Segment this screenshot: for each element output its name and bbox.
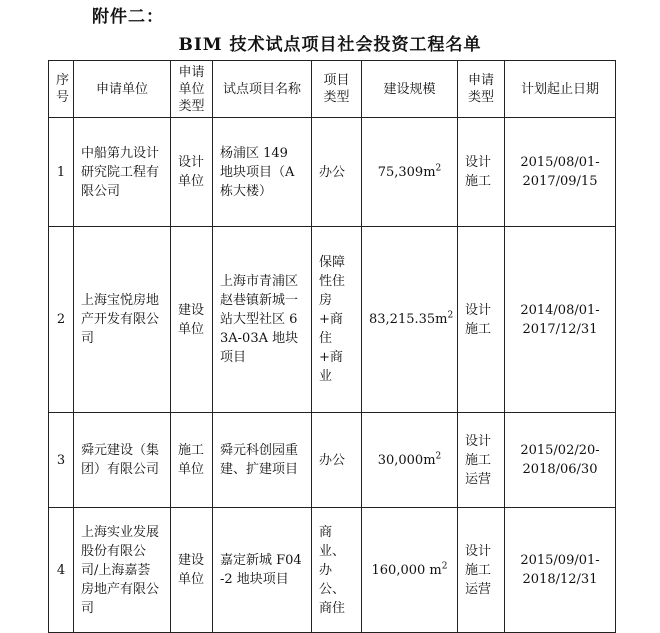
row-no: 1 <box>49 118 74 227</box>
row-apply-type: 设计施工 <box>458 227 505 413</box>
scale-value: 30,000m <box>377 452 436 468</box>
row-applicant-type: 施工单位 <box>171 413 213 508</box>
header-no: 序号 <box>49 61 74 118</box>
row-no: 4 <box>49 508 74 633</box>
row-scale <box>362 508 458 633</box>
row-project-type: 办公 <box>312 118 362 227</box>
row-applicant: 上海实业发展股份有限公司/上海嘉荟房地产有限公司 <box>74 508 171 633</box>
row-period: 2014/08/01-2017/12/31 <box>505 227 616 413</box>
scale-unit-sup: 2 <box>441 561 448 572</box>
row-project-type: 保障性住房+商住+商业 <box>312 227 362 413</box>
header-project-type: 项目类型 <box>312 61 362 118</box>
table-row <box>49 413 616 508</box>
row-no: 2 <box>49 227 74 413</box>
row-scale <box>362 118 458 227</box>
row-period: 2015/02/20-2018/06/30 <box>505 413 616 508</box>
scale-value: 160,000 m <box>371 562 442 578</box>
attachment-label: 附件二： <box>92 7 164 27</box>
scale-value: 75,309m <box>377 164 436 180</box>
row-applicant: 中船第九设计研究院工程有限公司 <box>74 118 171 227</box>
row-project-type: 商业、办公、商住 <box>312 508 362 633</box>
row-applicant: 上海宝悦房地产开发有限公司 <box>74 227 171 413</box>
header-scale: 建设规模 <box>362 61 458 118</box>
row-apply-type: 设计施工运营 <box>458 413 505 508</box>
header-applicant-type: 申请单位类型 <box>171 61 213 118</box>
table-row <box>49 118 616 227</box>
row-apply-type: 设计施工 <box>458 118 505 227</box>
row-applicant: 舜元建设（集团）有限公司 <box>74 413 171 508</box>
row-apply-type: 设计施工运营 <box>458 508 505 633</box>
row-applicant-type: 设计单位 <box>171 118 213 227</box>
scale-unit-sup: 2 <box>447 310 454 321</box>
scale-unit-sup: 2 <box>435 163 442 174</box>
header-project-name: 试点项目名称 <box>213 61 312 118</box>
row-project-name: 舜元科创园重建、扩建项目 <box>213 413 312 508</box>
document-title: BIM 技术试点项目社会投资工程名单 <box>178 35 482 55</box>
row-project-name: 杨浦区 149 地块项目（A 栋大楼） <box>213 118 312 227</box>
row-scale <box>362 413 458 508</box>
header-applicant: 申请单位 <box>74 61 171 118</box>
row-project-type: 办公 <box>312 413 362 508</box>
table-row <box>49 227 616 413</box>
table-header-row <box>49 61 616 118</box>
header-period: 计划起止日期 <box>505 61 616 118</box>
row-scale <box>362 227 458 413</box>
row-period: 2015/09/01-2018/12/31 <box>505 508 616 633</box>
row-period: 2015/08/01-2017/09/15 <box>505 118 616 227</box>
scale-value: 83,215.35m <box>369 312 448 327</box>
row-applicant-type: 建设单位 <box>171 227 213 413</box>
row-project-name: 上海市青浦区赵巷镇新城一站大型社区 63A-03A 地块项目 <box>213 227 312 413</box>
row-no: 3 <box>49 413 74 508</box>
project-list-table <box>48 60 616 633</box>
scale-unit-sup: 2 <box>435 451 442 462</box>
header-apply-type: 申请类型 <box>458 61 505 118</box>
table-row <box>49 508 616 633</box>
row-project-name: 嘉定新城 F04-2 地块项目 <box>213 508 312 633</box>
row-applicant-type: 建设单位 <box>171 508 213 633</box>
